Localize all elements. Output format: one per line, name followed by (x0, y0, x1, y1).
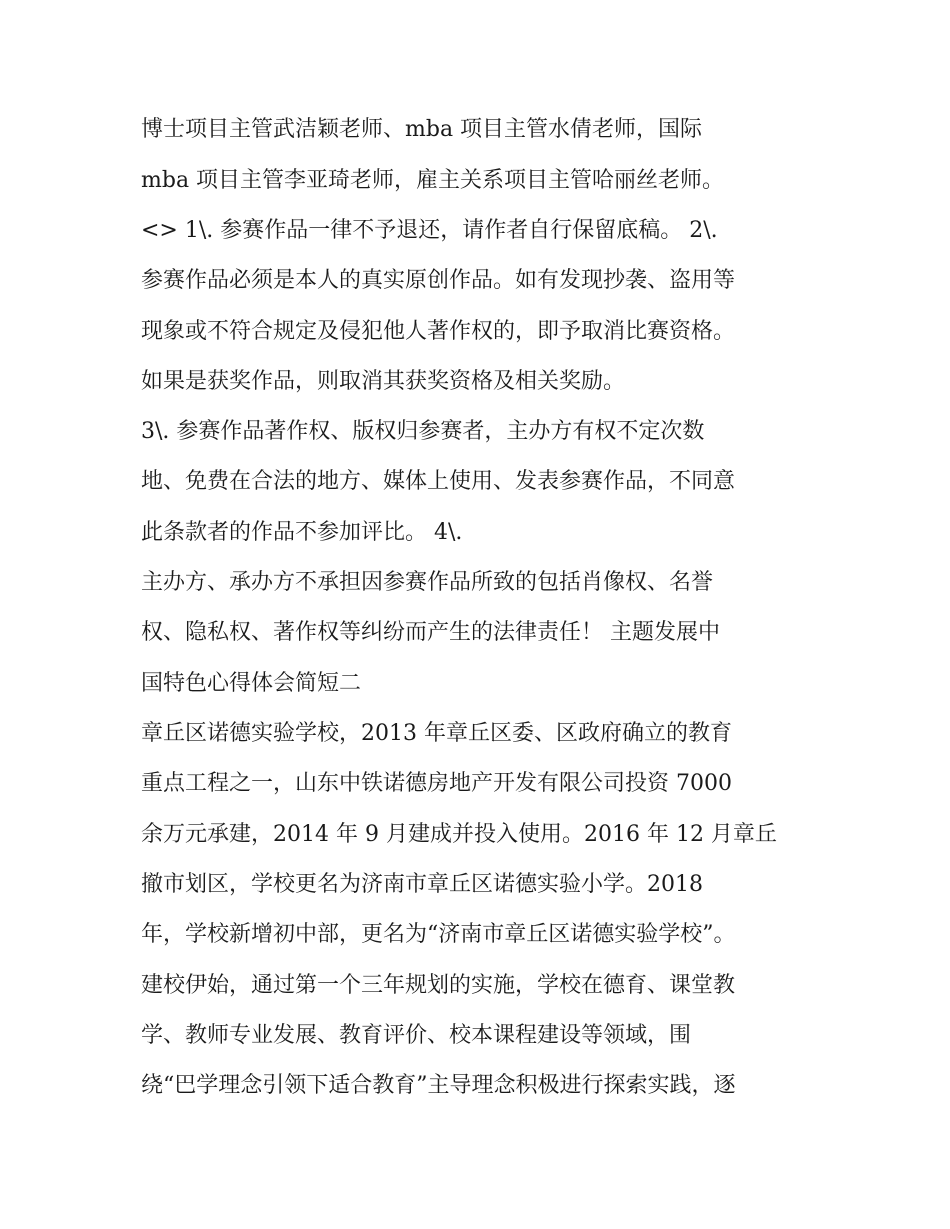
text-line: 撤市划区，学校更名为济南市章丘区诺德实验小学。2018 (141, 872, 703, 897)
text-line: 现象或不符合规定及侵犯他人著作权的，即予取消比赛资格。 (141, 319, 736, 344)
text-line: 此条款者的作品不参加评比。 4\. (141, 520, 463, 545)
text-line: 绕“巴学理念引领下适合教育”主导理念积极进行探索实践，逐 (141, 1073, 736, 1098)
text-line: 重点工程之一，山东中铁诺德房地产开发有限公司投资 7000 (141, 771, 732, 796)
text-line: 建校伊始，通过第一个三年规划的实施，学校在德育、课堂教 (141, 973, 736, 998)
text-line: 如果是获奖作品，则取消其获奖资格及相关奖励。 (141, 369, 626, 394)
text-line: 学、教师专业发展、教育评价、校本课程建设等领域，围 (141, 1023, 692, 1048)
text-line: 权、隐私权、著作权等纠纷而产生的法律责任！ 主题发展中 (141, 620, 720, 645)
text-line: 国特色心得体会简短二 (141, 671, 362, 696)
text-line: 博士项目主管武洁颖老师、mba 项目主管水倩老师，国际 (141, 117, 703, 142)
text-line: 余万元承建，2014 年 9 月建成并投入使用。2016 年 12 月章丘 (141, 822, 777, 847)
text-line: <> 1\. 参赛作品一律不予退还，请作者自行保留底稿。 2\. (141, 218, 718, 243)
text-line: 3\. 参赛作品著作权、版权归参赛者，主办方有权不定次数 (141, 419, 705, 444)
text-line: 章丘区诺德实验学校，2013 年章丘区委、区政府确立的教育 (141, 721, 732, 746)
text-line: 主办方、承办方不承担因参赛作品所致的包括肖像权、名誉 (141, 570, 714, 595)
text-line: 参赛作品必须是本人的真实原创作品。如有发现抄袭、盗用等 (141, 268, 736, 293)
text-line: 年，学校新增初中部，更名为“济南市章丘区诺德实验学校”。 (141, 922, 736, 947)
text-line: 地、免费在合法的地方、媒体上使用、发表参赛作品，不同意 (141, 469, 736, 494)
text-line: mba 项目主管李亚琦老师，雇主关系项目主管哈丽丝老师。 (141, 168, 725, 193)
